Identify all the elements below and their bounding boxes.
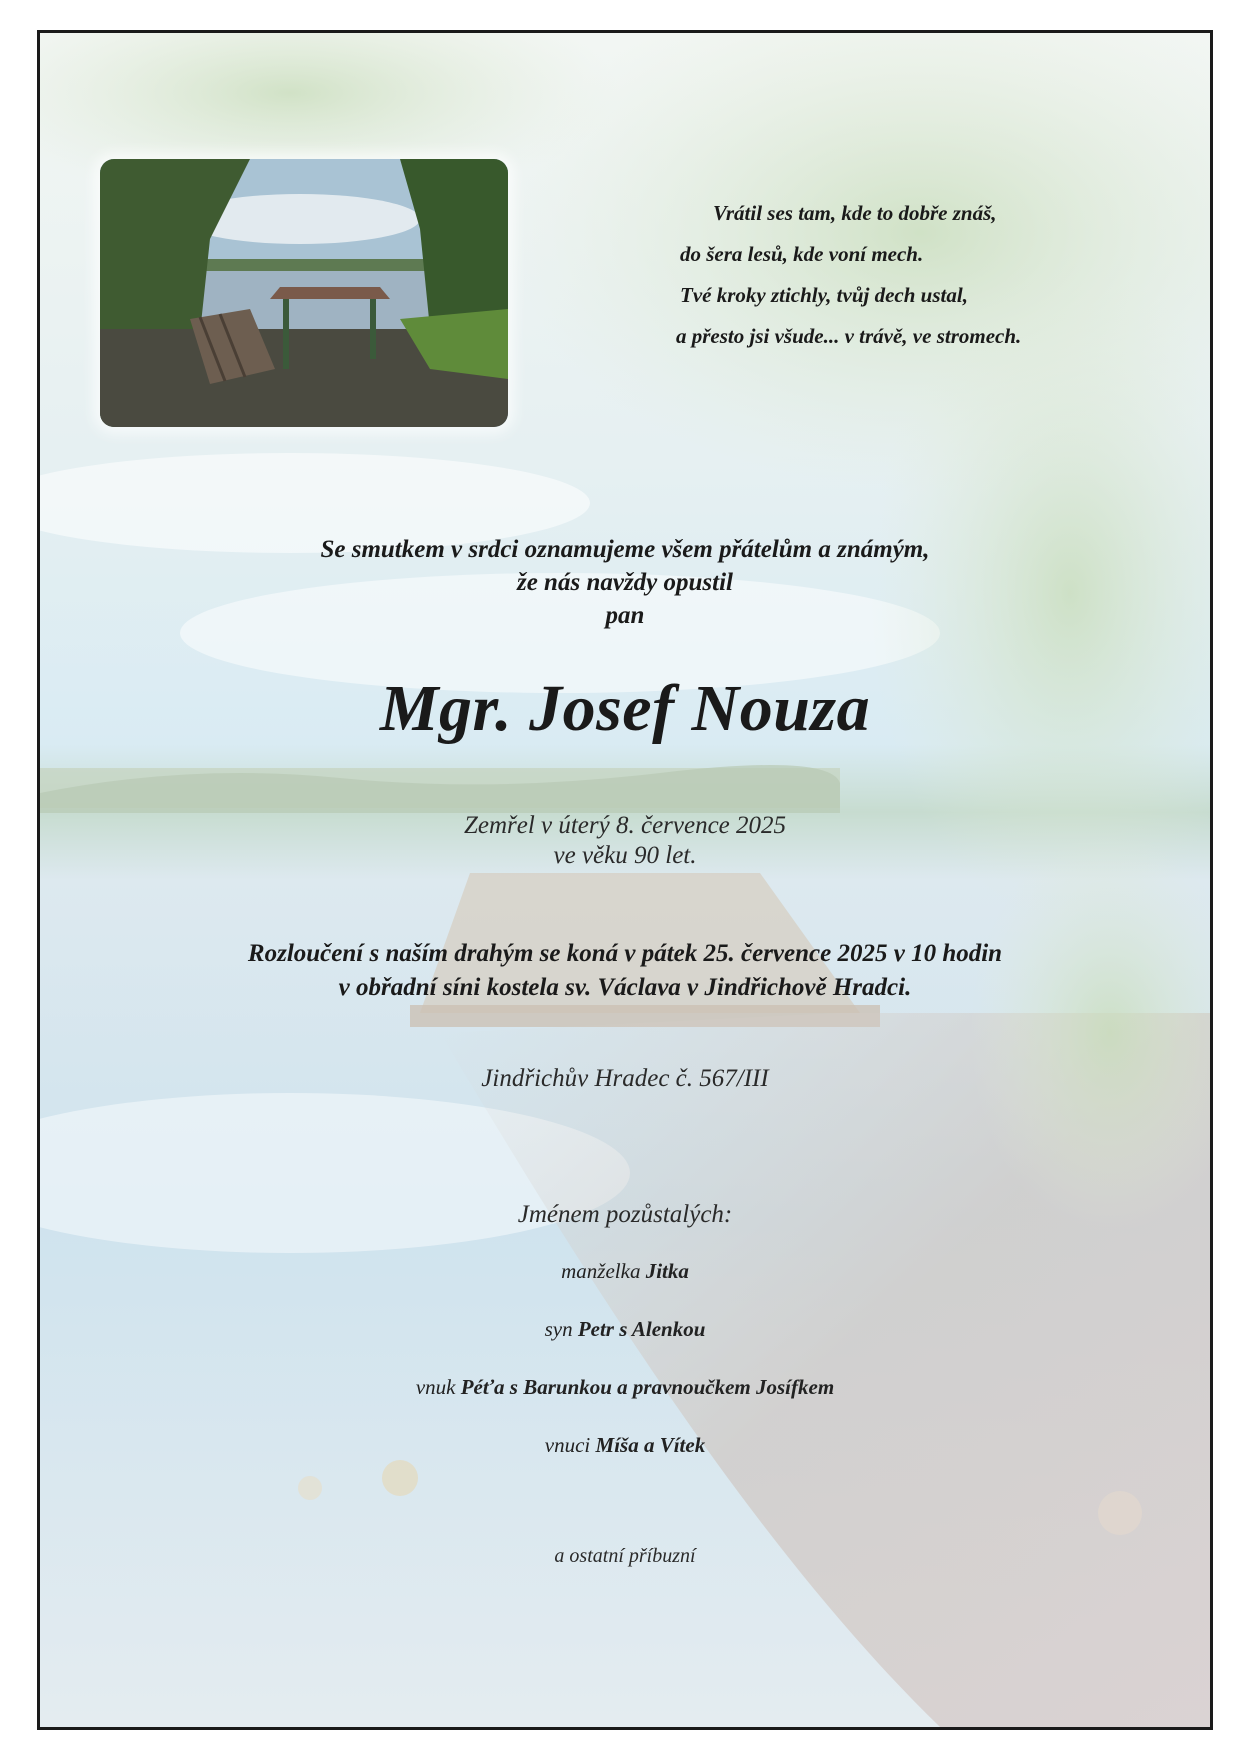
poem-line: do šera lesů, kde voní mech. xyxy=(680,242,924,266)
relative-entry xyxy=(40,1375,1210,1400)
obituary-card xyxy=(37,30,1213,1730)
poem-line: a přesto jsi všude... v trávě, ve stromech. xyxy=(676,324,1022,348)
relative-relation: manželka xyxy=(561,1259,646,1283)
death-info xyxy=(40,811,1210,871)
relative-names: Péťa s Barunkou a pravnoučkem Josífkem xyxy=(460,1375,835,1399)
relative-relation: syn xyxy=(544,1317,578,1341)
relative-entry xyxy=(40,1433,1210,1458)
announcement-line: že nás navždy opustil xyxy=(516,569,733,596)
poem-line: Tvé kroky ztichly, tvůj dech ustal, xyxy=(680,283,968,307)
announcement-line: Se smutkem v srdci oznamujeme všem přátelům a známým, xyxy=(320,536,930,563)
deceased-name: Mgr. Josef Nouza xyxy=(379,672,871,745)
other-relatives: a ostatní příbuzní xyxy=(554,1545,696,1567)
relative-names: Petr s Alenkou xyxy=(577,1317,706,1341)
farewell-time: Rozloučení s naším drahým se koná v pátek 25. července 2025 v 10 hodin xyxy=(247,940,1003,967)
farewell-place: v obřadní síni kostela sv. Václava v Jindřichově Hradci. xyxy=(338,974,912,1001)
relative-relation: vnuci xyxy=(544,1433,596,1457)
lakeside-bench-photo xyxy=(100,159,508,427)
relative-names: Míša a Vítek xyxy=(595,1433,706,1457)
announcement-line: pan xyxy=(605,602,645,629)
relative-entry xyxy=(40,1317,1210,1342)
relative-relation: vnuk xyxy=(415,1375,461,1399)
relative-names: Jitka xyxy=(645,1259,689,1283)
address: Jindřichův Hradec č. 567/III xyxy=(481,1065,769,1092)
relative-entry xyxy=(40,1259,1210,1284)
poem-line: Vrátil ses tam, kde to dobře znáš, xyxy=(713,201,997,225)
announcement xyxy=(40,533,1210,632)
on-behalf-title: Jménem pozůstalých: xyxy=(517,1201,733,1228)
death-date: Zemřel v úterý 8. července 2025 xyxy=(463,812,787,839)
memorial-poem xyxy=(676,193,1140,357)
farewell-info xyxy=(40,937,1210,1005)
death-age: ve věku 90 let. xyxy=(553,842,697,869)
